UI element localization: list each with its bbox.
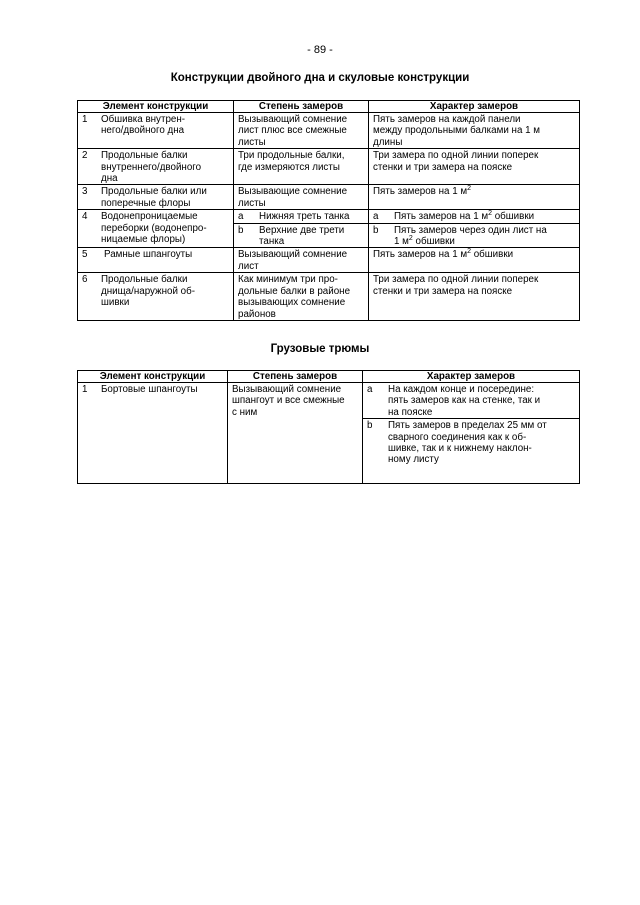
character-sub-a: a На каждом конце и посередине: пять замеров как на стенке, так и на пояске — [367, 384, 541, 418]
element-text: Продольные балки или поперечные флоры — [101, 186, 207, 209]
degree-cell — [234, 210, 369, 248]
element-cell — [78, 248, 234, 273]
character-sub-b: b Пять замеров в пределах 25 мм от сварного соединения как к об- шивке, так и к нижнему наклон- ному листу — [363, 418, 579, 466]
row-number: 2 — [82, 150, 88, 162]
degree-sub-b: b Верхние две трети танка — [234, 223, 368, 248]
double-bottom-table — [77, 100, 580, 321]
character-cell — [363, 383, 580, 484]
element-cell — [78, 383, 228, 484]
character-sub-a: a Пять замеров на 1 $м^2$ обшивки — [373, 210, 535, 223]
column-header-degree: Степень замеров — [228, 371, 363, 383]
degree-cell: Три продольные балки, где измеряются листы — [234, 149, 369, 185]
element-cell — [78, 113, 234, 149]
degree-cell: Вызывающий сомнение шпангоут и все смежные с ним — [228, 383, 363, 484]
row-number: 5 — [82, 249, 88, 261]
character-cell: Пять замеров на каждой панели между продольными балками на 1 м длины — [369, 113, 580, 149]
degree-cell: Вызывающие сомнение листы — [234, 185, 369, 210]
character-cell: Три замера по одной линии поперек стенки и три замера на пояске — [369, 273, 580, 321]
degree-cell: Вызывающий сомнение лист — [234, 248, 369, 273]
page-number: - 89 - — [307, 44, 333, 56]
column-header-character: Характер замеров — [369, 101, 580, 113]
element-cell — [78, 185, 234, 210]
table-row — [78, 185, 580, 210]
degree-sub-a: a Нижняя треть танка — [238, 211, 350, 223]
table-row — [78, 149, 580, 185]
row-number: 1 — [82, 114, 88, 125]
element-text: Обшивка внутрен- него/двойного дна — [101, 114, 186, 137]
table-row — [78, 113, 580, 149]
element-cell — [78, 210, 234, 248]
column-header-element: Элемент конструкции — [78, 371, 228, 383]
element-text: Продольные балки внутреннего/двойного дна — [101, 150, 202, 185]
table-header-row — [78, 101, 580, 113]
row-number: 3 — [82, 186, 88, 198]
row-number: 4 — [82, 211, 88, 223]
character-sub-b: b Пять замеров через один лист на 1 $м^2$ обшивки — [369, 223, 579, 248]
section-title-cargo-holds: Грузовые трюмы — [270, 343, 370, 355]
degree-cell: Как минимум три про- дольные балки в районе вызывающих сомнение районов — [234, 273, 369, 321]
element-text: Бортовые шпангоуты — [101, 384, 198, 395]
character-cell — [369, 210, 580, 248]
element-text: Водонепроницаемые переборки (водонепро- ницаемые флоры) — [101, 211, 207, 246]
section-title-double-bottom: Конструкции двойного дна и скуловые конструкции — [170, 72, 470, 84]
table-row — [78, 273, 580, 321]
cargo-holds-table — [77, 370, 580, 484]
element-cell — [78, 273, 234, 321]
column-header-element: Элемент конструкции — [78, 101, 234, 113]
row-number: 6 — [82, 274, 88, 286]
column-header-degree: Степень замеров — [234, 101, 369, 113]
table-row — [78, 210, 580, 248]
element-text: Продольные балки днища/наружной об- шивки — [101, 274, 195, 309]
degree-cell: Вызывающий сомнение лист плюс все смежные листы — [234, 113, 369, 149]
row-number: 1 — [82, 384, 88, 395]
table-row — [78, 383, 580, 484]
table-row — [78, 248, 580, 273]
element-text: Рамные шпангоуты — [104, 249, 193, 261]
character-cell: Пять замеров на 1 $м^2$ — [369, 185, 580, 210]
table-header-row — [78, 371, 580, 383]
element-cell — [78, 149, 234, 185]
character-cell: Пять замеров на 1 $м^2$ обшивки — [369, 248, 580, 273]
character-cell: Три замера по одной линии поперек стенки и три замера на пояске — [369, 149, 580, 185]
column-header-character: Характер замеров — [363, 371, 580, 383]
